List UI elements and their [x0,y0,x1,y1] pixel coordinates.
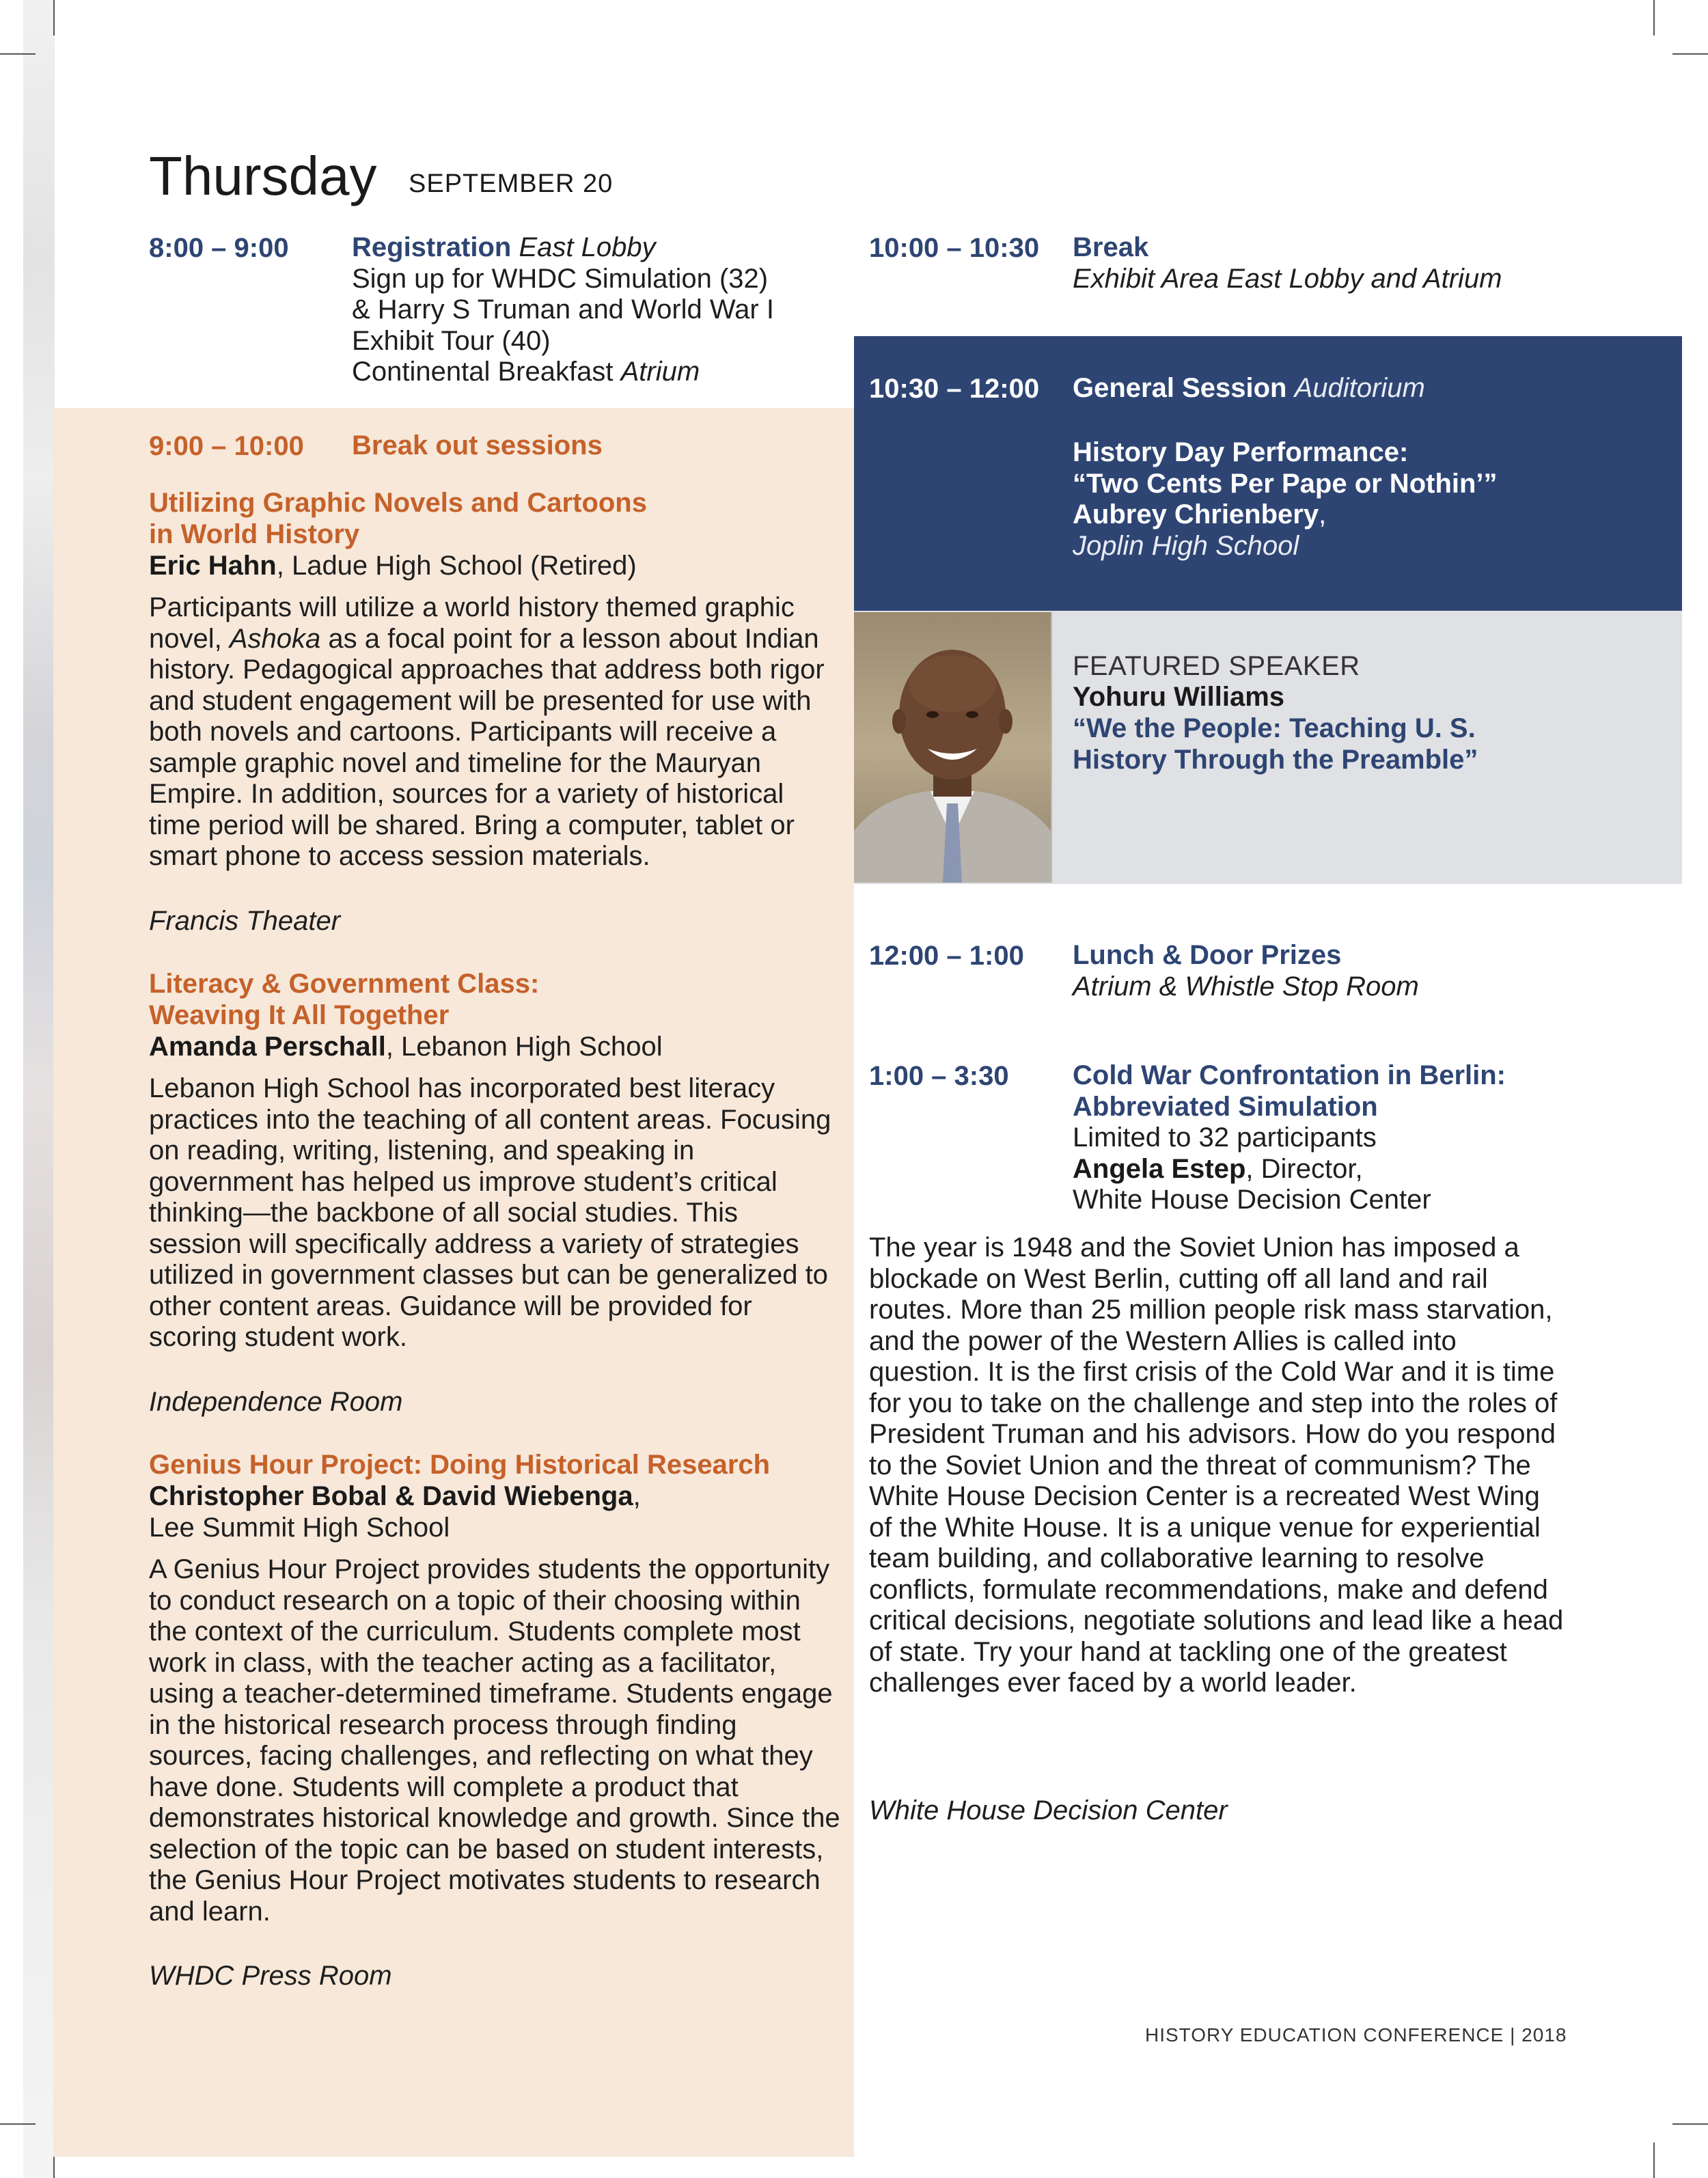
session-title: Weaving It All Together [149,1000,450,1030]
break-time: 10:00 – 10:30 [869,233,1040,263]
registration-time: 8:00 – 9:00 [149,233,289,263]
registration-line4: Exhibit Tour (40) [352,326,551,356]
general-session-line [1073,373,1425,404]
general-session-time: 10:30 – 12:00 [869,374,1040,404]
presenter-name: Amanda Perschall [149,1032,386,1062]
cold-war-org: White House Decision Center [1073,1185,1431,1215]
crop-mark [1653,2142,1655,2178]
session-title: Utilizing Graphic Novels and Cartoons [149,488,647,518]
cold-war-description: The year is 1948 and the Soviet Union has imposed a blockade on West Berlin, cutting off all land and rail routes. More than 25 million people risk mass starvation, and the power of the Western Allies is called into question. It is the first crisis of the Cold War and it is time for you to take on the challenge and step into the roles of President Truman and his advisors. How do you respond to the Soviet Union and the threat of communism? The White House Decision Center is a recreated West Wing of the White House. It is a unique venue for experiential team building, and collaborative learning to resolve conflicts, formulate recommendations, make and defend critical decisions, negotiate solutions and lead like a head of state. Try your hand at tackling one of the greatest challenges ever faced by a world leader. [869,1232,1564,1698]
crop-mark [53,0,55,36]
presenter-school: Lee Summit High School [149,1513,450,1543]
session-description: Lebanon High School has incorporated best literacy practices into the teaching of all content areas. Focusing on reading, writing, listening, and speaking in government has helped us improve student’s critical thinking—the backbone of all social studies. This session will specifically address a variety of strategies utilized in government classes but can be generalized to other content areas. Guidance will be provided for scoring student work. [149,1073,831,1352]
performer-name: Aubrey Chrienbery [1073,499,1319,529]
presenter-name: Eric Hahn [149,551,277,581]
presenter-affiliation: , Ladue High School (Retired) [276,551,637,581]
performer-line [1073,499,1326,531]
session-room: WHDC Press Room [149,1961,392,1991]
presenter-affiliation: , Lebanon High School [385,1032,663,1062]
cold-war-title: Abbreviated Simulation [1073,1092,1378,1122]
breakout-title: Break out sessions [352,430,603,460]
description-text: Participants will utilize a world history themed graphic novel, [149,592,795,654]
session-description [149,592,842,872]
cold-war-room: White House Decision Center [869,1795,1228,1825]
general-session-location: Auditorium [1294,373,1425,403]
crop-mark [1672,2123,1708,2125]
session-presenter-line [149,1032,663,1063]
registration-line1 [352,232,656,264]
registration-line2: Sign up for WHDC Simulation (32) [352,264,769,294]
cold-war-time: 1:00 – 3:30 [869,1061,1009,1091]
registration-location: East Lobby [519,232,656,262]
cold-war-limit: Limited to 32 participants [1073,1122,1377,1153]
featured-talk-title: “We the People: Teaching U. S. [1073,713,1476,743]
registration-title: Registration [352,232,512,262]
session-title: Literacy & Government Class: [149,969,540,999]
left-edge-strip [23,0,55,2178]
breakfast-location: Atrium [620,357,700,387]
crop-mark [0,53,36,55]
description-italic: Ashoka [229,623,321,654]
crop-mark [0,2123,36,2125]
session-room: Francis Theater [149,906,341,936]
speaker-photo [854,612,1052,883]
date-subtitle: SEPTEMBER 20 [409,169,614,198]
performance-title: History Day Performance: [1073,437,1409,467]
registration-line5 [352,357,700,388]
break-location: Exhibit Area East Lobby and Atrium [1073,264,1502,294]
registration-line3: & Harry S Truman and World War I [352,294,774,325]
presenter-name: Christopher Bobal & David Wiebenga [149,1481,633,1511]
session-presenter-line [149,551,637,582]
session-description: A Genius Hour Project provides students the opportunity to conduct research on a topic of their choosing within the context of the curriculum. Students complete most work in class, with the teacher acting as a facilitator, using a teacher-determined timeframe. Students engage in the historical research process through finding sources, facing challenges, and reflecting on what they have done. Students will complete a product that demonstrates historical knowledge and growth. Since the selection of the topic can be based on student interests, the Genius Hour Project motivates students to research and learn. [149,1554,840,1927]
session-title: in World History [149,519,360,549]
featured-name: Yohuru Williams [1073,682,1285,712]
description-text: as a focal point for a lesson about Indian history. Pedagogical approaches that address both rigor and student engagement will be presented for use with both novels and cartoons. Participants will receive a sample graphic novel and timeline for the Mauryan Empire. In addition, sources for a variety of historical time period will be shared. Bring a computer, tablet or smart phone to access session materials. [149,623,825,871]
cold-war-presenter-line [1073,1154,1363,1185]
presenter-affiliation: , [633,1481,641,1511]
footer: HISTORY EDUCATION CONFERENCE | 2018 [1145,2024,1567,2045]
featured-talk-title: History Through the Preamble” [1073,745,1478,775]
breakout-time: 9:00 – 10:00 [149,431,304,461]
cold-war-title: Cold War Confrontation in Berlin: [1073,1060,1506,1090]
lunch-time: 12:00 – 1:00 [869,941,1024,971]
performer-school: Joplin High School [1073,531,1299,561]
lunch-location: Atrium & Whistle Stop Room [1073,971,1419,1002]
performance-name: “Two Cents Per Pape or Nothin’” [1073,469,1498,499]
break-title: Break [1073,232,1149,262]
crop-mark [1672,53,1708,55]
day-title: Thursday [149,146,377,206]
session-presenter-line [149,1481,641,1513]
session-room: Independence Room [149,1387,403,1417]
lunch-title: Lunch & Door Prizes [1073,940,1342,970]
performer-separator: , [1319,499,1327,529]
general-session-title: General Session [1073,373,1287,403]
breakfast-text: Continental Breakfast [352,357,614,387]
session-title: Genius Hour Project: Doing Historical Research [149,1450,771,1480]
presenter-name: Angela Estep [1073,1154,1246,1184]
featured-label: FEATURED SPEAKER [1073,651,1360,681]
presenter-role: , Director, [1245,1154,1363,1184]
crop-mark [1653,0,1655,36]
